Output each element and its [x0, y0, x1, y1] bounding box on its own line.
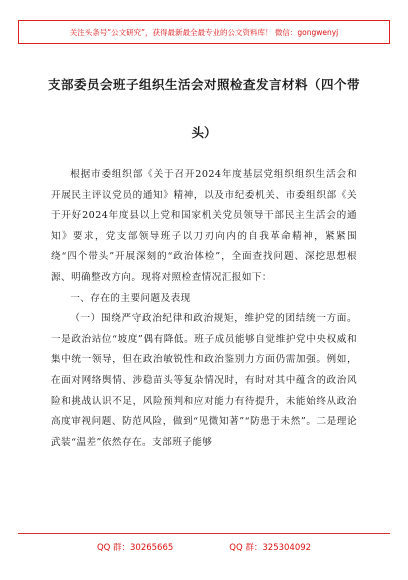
footer-banner	[18, 533, 390, 560]
footer-qq-group-1: QQ 群：30265665	[96, 543, 174, 553]
paragraph-body: （一）围绕严守政治纪律和政治规矩，维护党的团结统一方面。一是政治站位“坡度”偶有降低。班子成员能够自觉维护党中央权威和集中统一领导，但在政治敏锐性和政治鉴别力方面仍需加强。例如，在面对网络舆情、涉稳苗头等复杂情况时，有时对其中蕴含的政治风险和挑战认识不足，风险预判和应对能力有待提升，未能始终从政治高度审视问题、防范风险，做到“见微知著”“防患于未然”。二是理论武装“温差”依然存在。支部班子能够	[51, 313, 357, 448]
document-title: 支部委员会班子组织生活会对照检查发言材料（四个带	[47, 77, 360, 92]
document-body	[51, 165, 357, 453]
header-banner	[18, 20, 390, 44]
document-title-tail: 头）	[191, 125, 217, 140]
section-heading: 一、存在的主要问题及表现	[70, 292, 191, 304]
header-banner-text: 关注头条号“公文研究”，获得最新最全最专业的公文资料库！ 微信：gongwenyj	[69, 27, 339, 37]
paragraph-intro: 根据市委组织部《关于召开2024年度基层党组织组织生活会和开展民主评议党员的通知》精神，以及市纪委机关、市委组织部《关于开好2024年度县以上党和国家机关党员领导干部民主生活会的通知》要求，党支部领导班子以刀刃向内的自我革命精神，紧紧围绕“四个带头”开展深刻的“政治体检”，全面查找问题、深挖思想根源、明确整改方向。现将对照检查情况汇报如下：	[51, 169, 357, 283]
footer-qq-group-2: QQ 群：325304092	[229, 543, 312, 553]
